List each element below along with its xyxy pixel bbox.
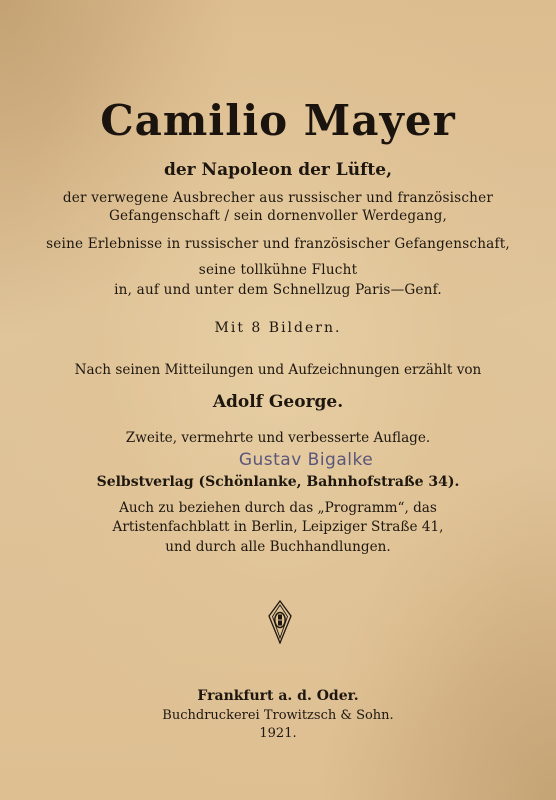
author-name: Adolf George. — [212, 392, 344, 412]
description-line: Gefangenschaft / sein dornenvoller Werdegang, — [108, 208, 447, 224]
publisher-line: Selbstverlag (Schönlanke, Bahnhofstraße 34). — [96, 474, 460, 490]
imprint-place: Frankfurt a. d. Oder. — [197, 688, 359, 704]
book-title: Camilio Mayer — [100, 96, 456, 145]
description-line: seine Erlebnisse in russischer und französischer Gefangenschaft, — [46, 236, 510, 252]
distribution-line: Artistenfachblatt in Berlin, Leipziger Straße 41, — [112, 519, 444, 535]
publication-year: 1921. — [259, 726, 297, 741]
description-line: in, auf und unter dem Schnellzug Paris—Genf. — [114, 282, 442, 298]
owner-stamp: Gustav Bigalke — [238, 450, 374, 470]
printer-name: Buchdruckerei Trowitzsch & Sohn. — [162, 708, 394, 723]
edition-note: Zweite, vermehrte und verbesserte Auflage. — [125, 430, 431, 446]
description-line: der verwegene Ausbrecher aus russischer und französischer — [62, 190, 494, 206]
narration-credit: Nach seinen Mitteilungen und Aufzeichnungen erzählt von — [74, 362, 482, 378]
description-line: seine tollkühne Flucht — [198, 262, 358, 278]
printer-mark-icon — [268, 600, 292, 644]
book-subtitle: der Napoleon der Lüfte, — [163, 160, 393, 180]
distribution-line: und durch alle Buchhandlungen. — [165, 539, 391, 555]
distribution-line: Auch zu beziehen durch das „Programm“, das — [119, 500, 437, 516]
illustrations-note: Mit 8 Bildern. — [214, 320, 342, 336]
